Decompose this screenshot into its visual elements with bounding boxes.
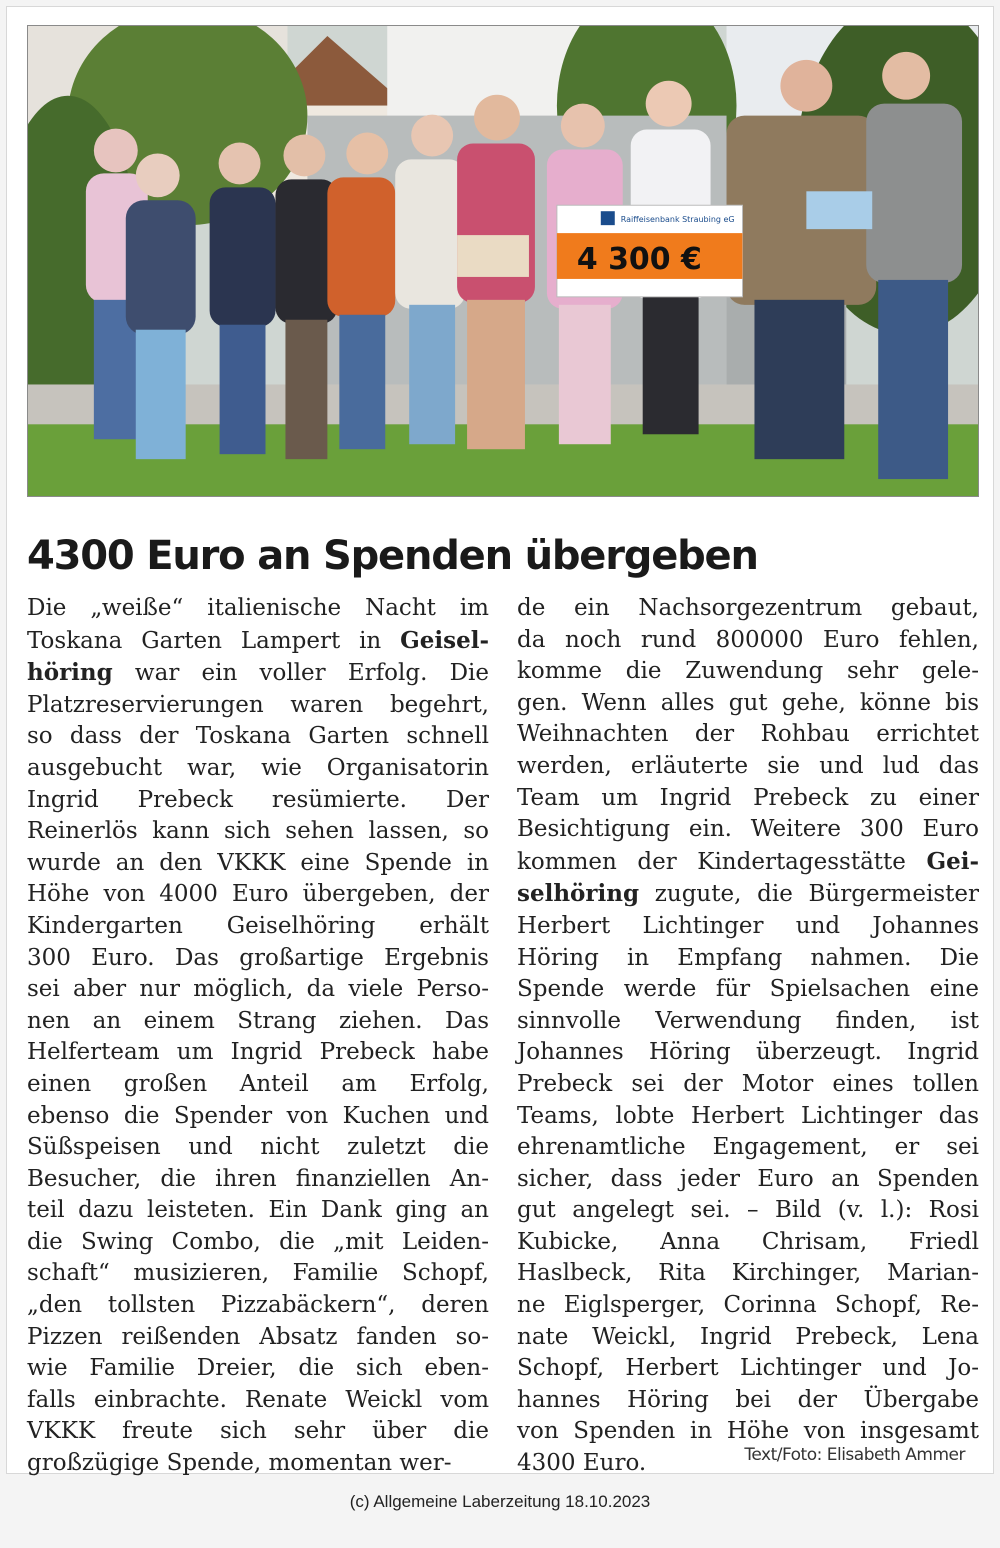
- article-line: 4300 Euro.: [517, 1450, 647, 1477]
- article-line: Herbert Lichtinger und Johannes: [517, 912, 979, 939]
- article-line: hannes Höring bei der Übergabe: [517, 1386, 979, 1413]
- article-line: selhöring zugute, die Bürgermeister: [517, 880, 979, 908]
- article-line: großzügige Spende, momentan wer-: [27, 1450, 452, 1477]
- article-line: so dass der Toskana Garten schnell: [27, 723, 489, 750]
- article-column-right: [517, 593, 979, 1480]
- article-line: von Spenden in Höhe von insgesamt: [517, 1418, 979, 1445]
- article-line: Ingrid Prebeck resümierte. Der: [27, 786, 489, 813]
- article-line: da noch rund 800000 Euro fehlen,: [517, 626, 979, 653]
- article-line: de ein Nachsorgezentrum gebaut,: [517, 595, 979, 621]
- article-line: Pizzen reißenden Absatz fanden so-: [27, 1323, 489, 1350]
- article-line: teil dazu leisteten. Ein Dank ging an: [27, 1197, 489, 1224]
- article-line: Besichtigung ein. Weitere 300 Euro: [517, 816, 979, 843]
- article-line: komme die Zuwendung sehr gele-: [517, 658, 979, 685]
- article-line: gen. Wenn alles gut gehe, könne bis: [517, 689, 979, 716]
- article-line: werden, erläuterte sie und lud das: [517, 752, 979, 779]
- article-line: kommen der Kindertagesstätte Gei-: [517, 847, 979, 875]
- article-line: Team um Ingrid Prebeck zu einer: [517, 784, 979, 811]
- article-line: einen großen Anteil am Erfolg,: [27, 1070, 489, 1097]
- article-line: Teams, lobte Herbert Lichtinger das: [517, 1102, 979, 1129]
- article-line: ehrenamtliche Engagement, er sei: [517, 1134, 979, 1161]
- article-line: Besucher, die ihren finanziellen An-: [27, 1165, 489, 1192]
- newspaper-clipping: [6, 6, 994, 1477]
- article-line: nate Weickl, Ingrid Prebeck, Lena: [517, 1323, 979, 1350]
- article-line: Die „weiße“ italienische Nacht im: [27, 595, 489, 621]
- cheque-amount: 4 300 €: [576, 241, 702, 277]
- article-line: ausgebucht war, wie Organisatorin: [27, 754, 489, 781]
- article-line: Höhe von 4000 Euro übergeben, der: [27, 881, 489, 908]
- article-line: ebenso die Spender von Kuchen und: [27, 1102, 489, 1129]
- donation-cheque: [557, 205, 743, 297]
- photo-illustration: [28, 26, 978, 496]
- article-headline: 4300 Euro an Spenden übergeben: [27, 533, 758, 579]
- article-column-left: [27, 593, 489, 1480]
- article-line: ne Eiglsperger, Corinna Schopf, Re-: [517, 1292, 979, 1319]
- article-line: Reinerlös kann sich sehen lassen, so: [27, 818, 489, 845]
- article-line: wurde an den VKKK eine Spende in: [27, 849, 489, 876]
- source-footer: (c) Allgemeine Laberzeitung 18.10.2023: [349, 1492, 651, 1511]
- article-line: Helferteam um Ingrid Prebeck habe: [27, 1039, 489, 1066]
- article-line: die Swing Combo, die „mit Leiden-: [27, 1228, 489, 1255]
- article-line: schaft“ musizieren, Familie Schopf,: [27, 1260, 489, 1287]
- article-line: Höring in Empfang nahmen. Die: [517, 944, 979, 971]
- article-line: Prebeck sei der Motor eines tollen: [517, 1070, 979, 1097]
- article-line: 300 Euro. Das großartige Ergebnis: [27, 944, 489, 971]
- article-line: Toskana Garten Lampert in Geisel-: [27, 626, 489, 654]
- article-line: Kubicke, Anna Chrisam, Friedl: [517, 1228, 979, 1255]
- article-line: Kindergarten Geiselhöring erhält: [27, 912, 489, 939]
- article-line: sicher, dass jeder Euro an Spenden: [517, 1165, 979, 1192]
- article-line: „den tollsten Pizzabäckern“, deren: [27, 1292, 489, 1319]
- article-line: nen an einem Strang ziehen. Das: [27, 1007, 489, 1034]
- article-line: VKKK freute sich sehr über die: [27, 1418, 489, 1445]
- group-photo: [27, 25, 979, 497]
- cheque-bank-label: Raiffeisenbank Straubing eG: [620, 215, 735, 225]
- article-line: falls einbrachte. Renate Weickl vom: [27, 1386, 489, 1413]
- article-line: Platzreservierungen waren begehrt,: [27, 691, 489, 718]
- article-line: Schopf, Herbert Lichtinger und Jo-: [517, 1355, 979, 1382]
- article-line: wie Familie Dreier, die sich eben-: [27, 1355, 489, 1382]
- article-line: Johannes Höring überzeugt. Ingrid: [517, 1039, 979, 1066]
- envelope-left: [457, 235, 529, 277]
- photo-credit: Text/Foto: Elisabeth Ammer: [744, 1445, 965, 1465]
- envelope-right: [806, 191, 872, 229]
- article-line: sei aber nur möglich, da viele Perso-: [27, 976, 489, 1003]
- article-line: Weihnachten der Rohbau errichtet: [517, 721, 979, 748]
- article-line: höring war ein voller Erfolg. Die: [27, 659, 489, 687]
- article-line: Haslbeck, Rita Kirchinger, Marian-: [517, 1260, 979, 1287]
- article-line: sinnvolle Verwendung finden, ist: [517, 1007, 979, 1034]
- article-line: Spende werde für Spielsachen eine: [517, 976, 979, 1003]
- article-line: gut angelegt sei. – Bild (v. l.): Rosi: [517, 1197, 979, 1224]
- article-line: Süßspeisen und nicht zuletzt die: [27, 1134, 489, 1161]
